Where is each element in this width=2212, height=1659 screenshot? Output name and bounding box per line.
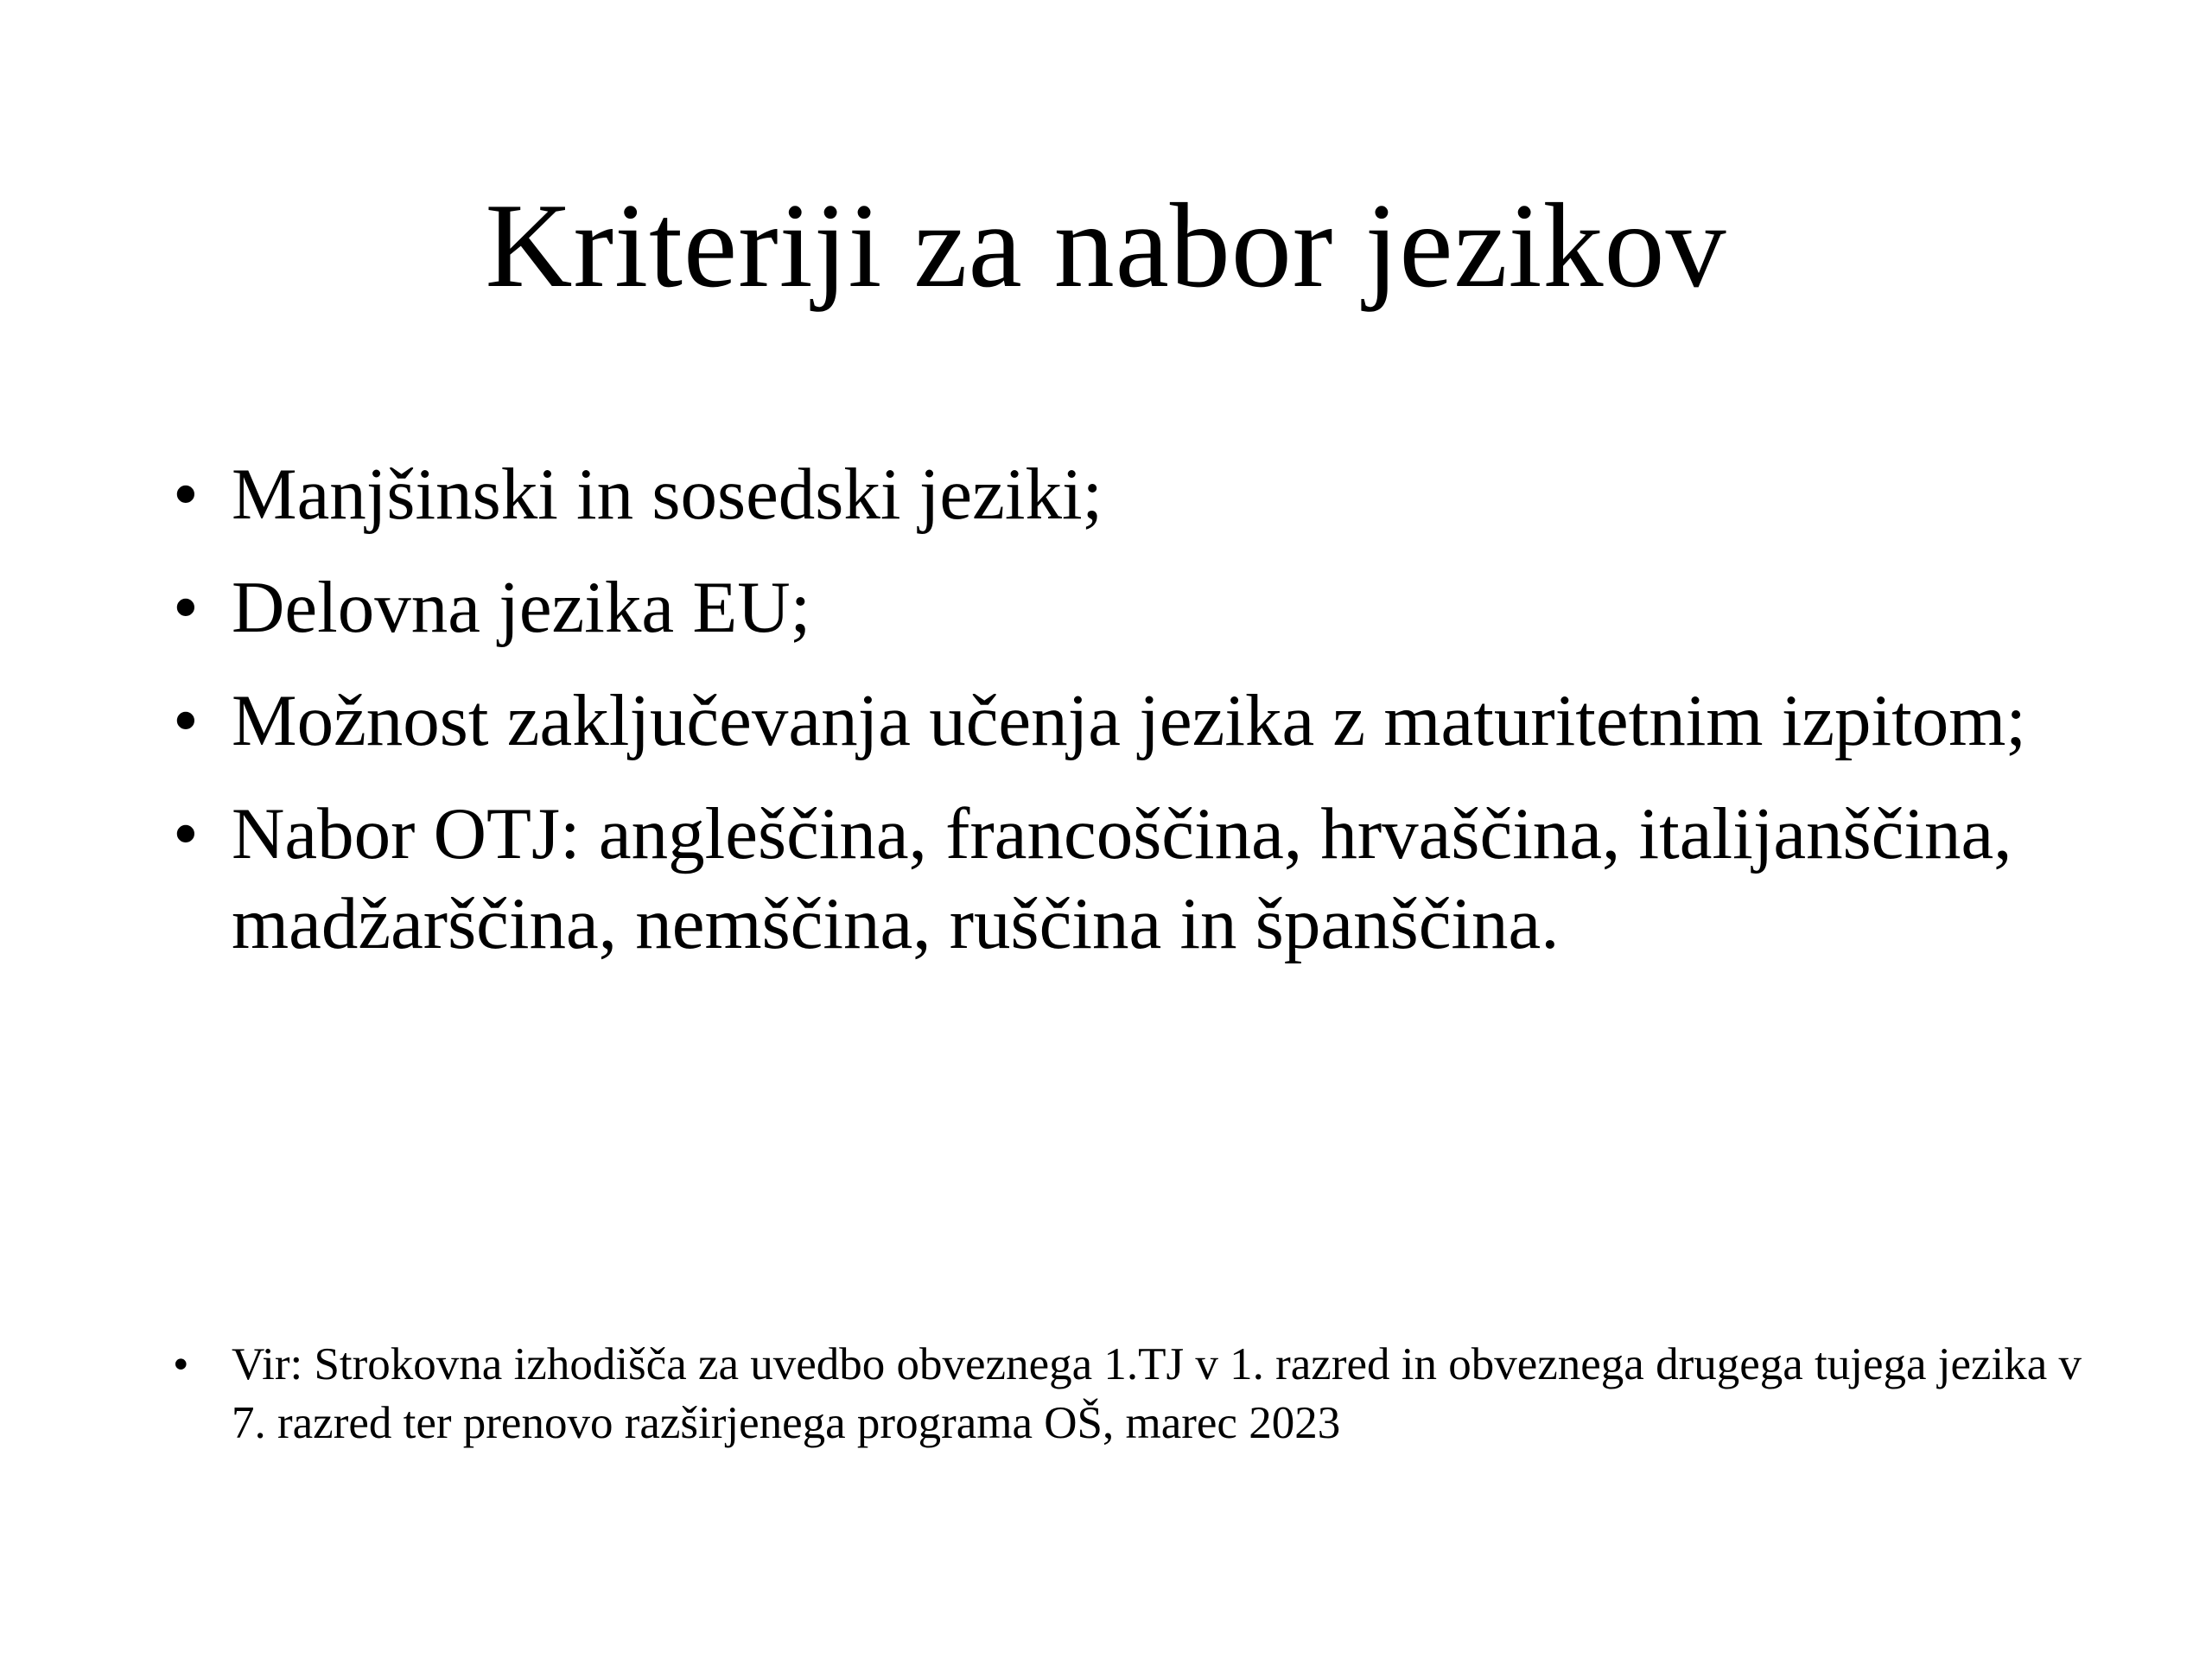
- bullet-item: [173, 563, 2108, 652]
- bullet-text: Manjšinski in sosedski jeziki;: [232, 454, 1103, 535]
- bullet-marker: •: [173, 454, 199, 535]
- bullet-marker: •: [173, 680, 199, 761]
- source-list: [173, 1335, 2108, 1452]
- source-item: [173, 1335, 2108, 1452]
- bullet-item: [173, 449, 2108, 539]
- bullet-marker: •: [173, 793, 199, 874]
- source-text: Vir: Strokovna izhodišča za uvedbo obveznega 1.TJ v 1. razred in obveznega drugega tujega jezika v 7. razred ter prenovo razširjenega programa OŠ, marec 2023: [232, 1339, 2082, 1448]
- bullet-item: [173, 789, 2108, 969]
- bullet-item: [173, 676, 2108, 766]
- bullet-list: [173, 449, 2108, 992]
- bullet-text: Možnost zaključevanja učenja jezika z maturitetnim izpitom;: [232, 680, 2027, 761]
- bullet-text: Nabor OTJ: angleščina, francoščina, hrvaščina, italijanščina, madžarščina, nemščina, ruščina in španščina.: [232, 793, 2012, 964]
- bullet-marker: •: [173, 567, 199, 648]
- bullet-text: Delovna jezika EU;: [232, 567, 811, 648]
- slide-title: Kriteriji za nabor jezikov: [485, 179, 1727, 313]
- bullet-marker: •: [173, 1339, 189, 1389]
